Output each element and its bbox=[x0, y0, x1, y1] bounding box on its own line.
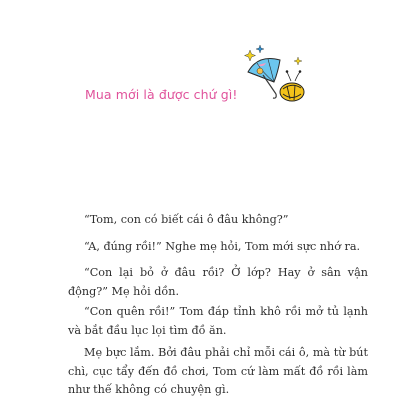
chapter-title: Mua mới là được chứ gì! bbox=[85, 87, 238, 102]
umbrella-snail-illustration bbox=[238, 44, 310, 106]
snail-icon bbox=[280, 70, 304, 101]
umbrella-icon bbox=[248, 59, 280, 99]
paragraph: “Con quên rồi!” Tom đáp tỉnh khô rồi mở tủ lạnh và bắt đầu lục lọi tìm đồ ăn. bbox=[68, 305, 368, 337]
paragraph: “Tom, con có biết cái ô đâu không?” bbox=[84, 213, 289, 226]
paragraph: “A, đúng rồi!” Nghe mẹ hỏi, Tom mới sực nhớ ra. bbox=[84, 240, 361, 253]
paragraph: Mẹ bực lắm. Bởi đâu phải chỉ mỗi cái ô, mà từ bút chì, cục tẩy đến đồ chơi, Tom cứ làm mất đồ rồi làm như thế không có chuyện gì. bbox=[68, 346, 368, 396]
paragraph: “Con lại bỏ ở đâu rồi? Ở lớp? Hay ở sân vận động?” Mẹ hỏi dồn. bbox=[68, 266, 368, 298]
